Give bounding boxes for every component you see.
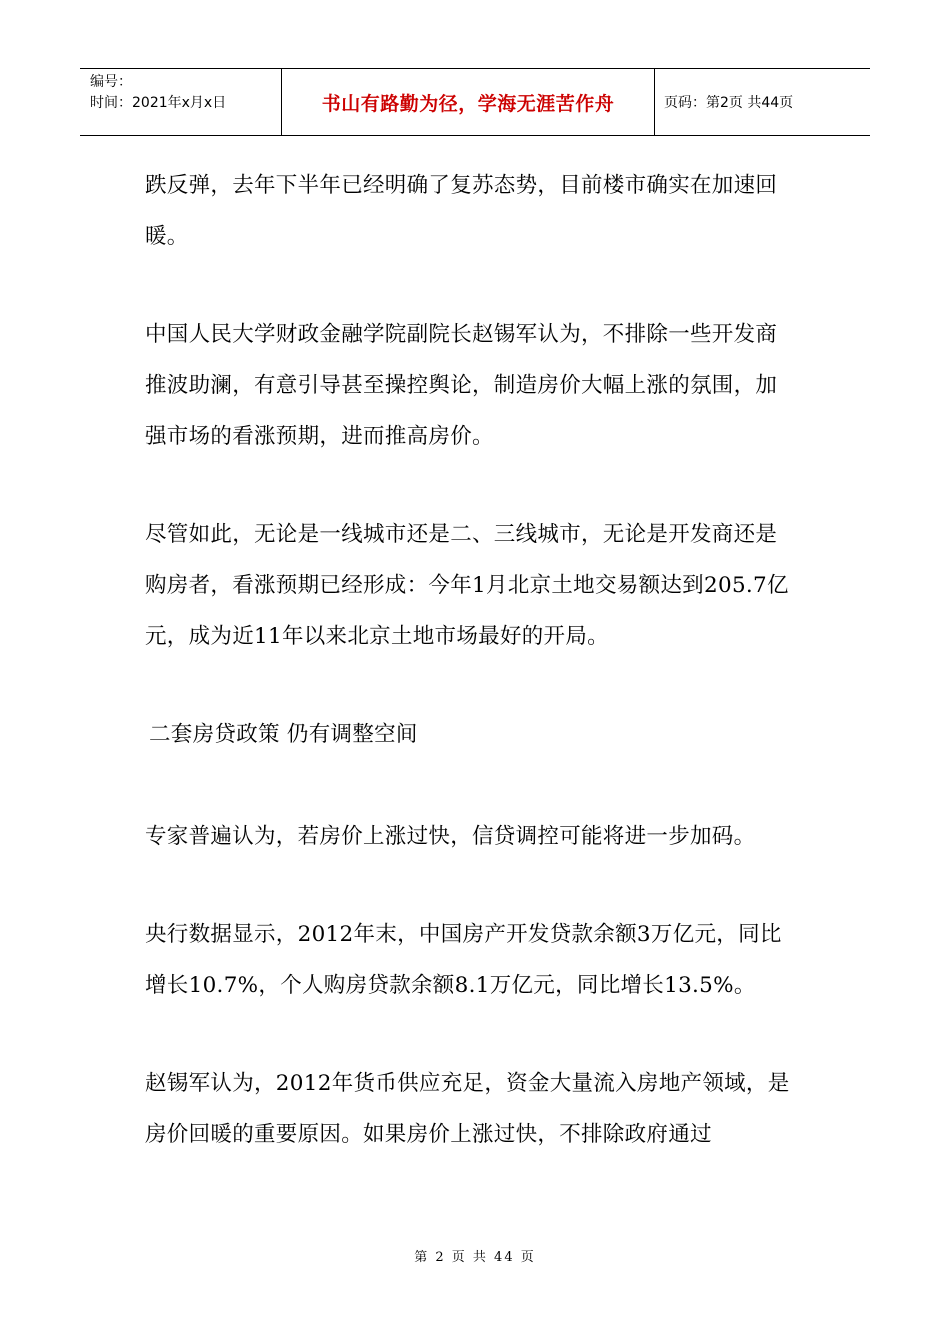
paragraph-2: 中国人民大学财政金融学院副院长赵锡军认为，不排除一些开发商推波助澜，有意引导甚至操控舆论，制造房价大幅上涨的氛围，加强市场的看涨预期，进而推高房价。 — [145, 322, 778, 449]
page-footer: 第 2 页 共 44 页 — [414, 1250, 536, 1265]
paragraph-3: 尽管如此，无论是一线城市还是二、三线城市，无论是开发商还是购房者，看涨预期已经形成：今年1月北京土地交易额达到205.7亿元，成为近11年以来北京土地市场最好的开局。 — [145, 522, 789, 649]
header-motto: 书山有路勤为径，学海无涯苦作舟 — [282, 69, 655, 135]
document-number-label: 编号： — [90, 74, 132, 90]
paragraph-1: 跌反弹，去年下半年已经明确了复苏态势，目前楼市确实在加速回暖。 — [145, 173, 778, 249]
paragraph-5: 央行数据显示，2012年末，中国房产开发贷款余额3万亿元，同比增长10.7%，个人购房贷款余额8.1万亿元，同比增长13.5%。 — [145, 922, 782, 998]
paragraph-6: 赵锡军认为，2012年货币供应充足，资金大量流入房地产领域，是房价回暖的重要原因。如果房价上涨过快，不排除政府通过 — [145, 1071, 790, 1147]
paragraph-4: 专家普遍认为，若房价上涨过快，信贷调控可能将进一步加码。 — [145, 824, 756, 849]
document-date-label: 时间：2021年x月x日 — [90, 95, 227, 111]
page-header — [80, 68, 870, 136]
section-heading: 二套房贷政策 仍有调整空间 — [149, 722, 418, 747]
header-page-info: 页码：第2页 共44页 — [664, 95, 794, 111]
header-meta — [80, 69, 282, 135]
document-body — [145, 160, 805, 1207]
